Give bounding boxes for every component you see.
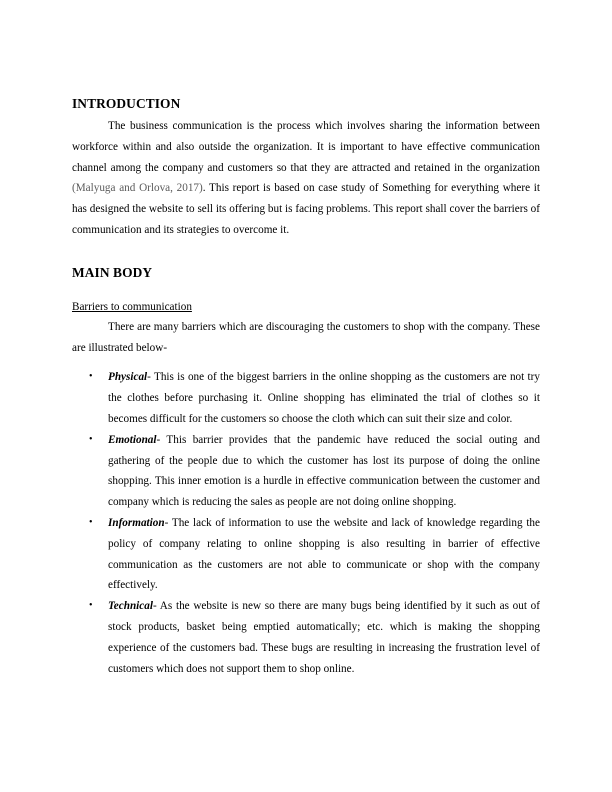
introduction-text-start: The business communication is the process which involves sharing the information between workforce within and also outside the organization. It is important to have effective communication channel among the company and customers so that they are attracted and retained in the organization — [72, 120, 540, 174]
introduction-text-end: . This report is based on case study of Something for everything where it has designed the website to sell its offering but is facing problems. This report shall cover the barriers of communication and its strategies to overcome it. — [72, 182, 540, 236]
list-item — [72, 430, 540, 513]
barriers-list — [72, 367, 540, 679]
barrier-term: Emotional — [108, 433, 157, 446]
barriers-intro-paragraph: There are many barriers which are discouraging the customers to shop with the company. These are illustrated below- — [72, 320, 540, 354]
list-item — [72, 596, 540, 679]
barrier-description: - This is one of the biggest barriers in the online shopping as the customers are not try the clothes before purchasing it. Online shopping has eliminated the trial of clothes so it becomes difficult for the customers so choose the cloth which can suit their size and color. — [108, 371, 540, 425]
introduction-paragraph — [72, 116, 540, 241]
list-item — [72, 367, 540, 429]
barriers-subheading: Barriers to communication — [72, 300, 192, 313]
main-body-heading: MAIN BODY — [72, 264, 153, 280]
bullet-icon: • — [89, 371, 93, 383]
citation: (Malyuga and Orlova, 2017) — [72, 182, 203, 195]
barrier-term: Technical — [108, 600, 153, 613]
barrier-description: - This barrier provides that the pandemic have reduced the social outing and gathering of the people due to which the customer has lost its purpose of doing the online shopping. This inner emotion is a hurdle in effective communication between the customer and company which is reducing the sales as people are not doing online shopping. — [108, 433, 540, 509]
introduction-heading: INTRODUCTION — [72, 96, 181, 111]
barrier-description: - As the website is new so there are many bugs being identified by it such as out of stock products, basket being emptied automatically; etc. which is making the shopping experience of the customers bad. These bugs are resulting in increasing the frustration level of customers which does not support them to shop online. — [108, 600, 540, 675]
barrier-term: Physical — [108, 371, 148, 384]
barrier-description: - The lack of information to use the website and lack of knowledge regarding the policy of company relating to online shopping is also resulting in barrier of effective communication as the customers are not able to communicate or shop with the company effectively. — [108, 516, 540, 592]
document-page — [72, 96, 540, 679]
bullet-icon: • — [89, 516, 93, 528]
bullet-icon: • — [89, 600, 93, 612]
bullet-icon: • — [89, 433, 93, 445]
list-item — [72, 513, 540, 596]
barrier-term: Information — [108, 516, 165, 529]
